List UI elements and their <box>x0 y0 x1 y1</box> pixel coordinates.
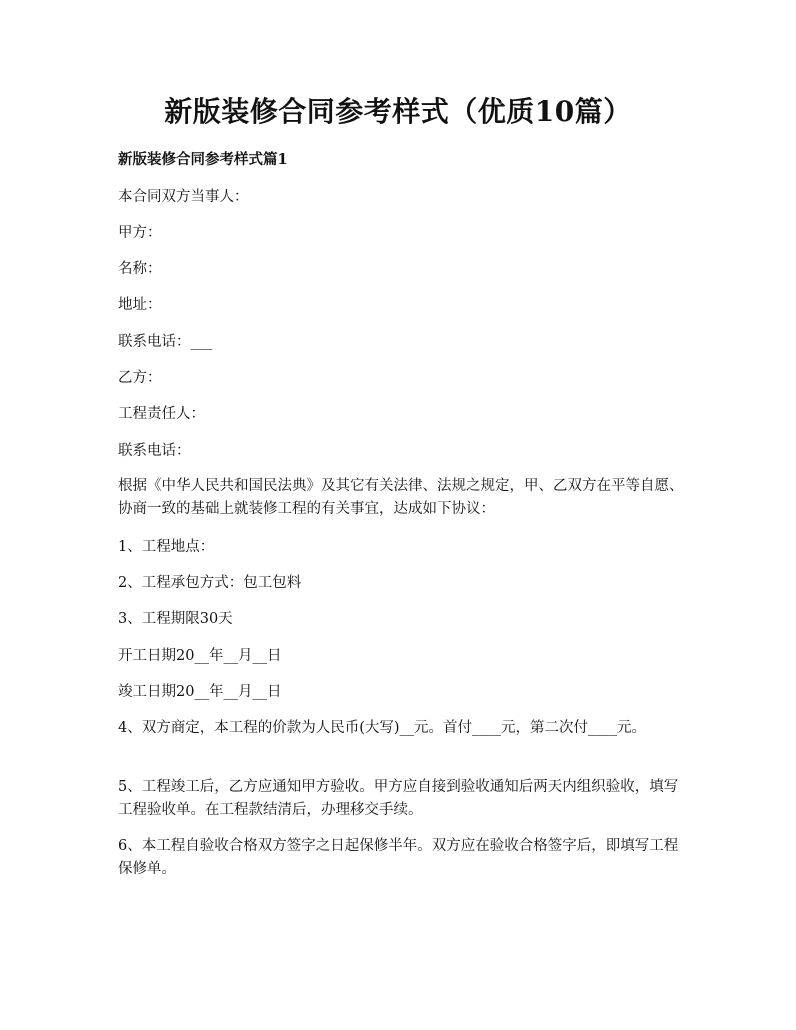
clause-duration: 3、工程期限30天 <box>118 611 233 627</box>
clause-price: 4、双方商定，本工程的价款为人民币(大写)__元。首付____元，第二次付____元。 <box>118 720 647 736</box>
paragraph-phone-b: 联系电话： <box>118 443 191 459</box>
clause-location: 1、工程地点： <box>118 539 215 555</box>
clause-warranty: 6、本工程自验收合格双方签字之日起保修半年。双方应在验收合格签字后，即填写工程保修单。 <box>118 838 679 877</box>
paragraph-party-b: 乙方： <box>118 370 162 386</box>
clause-contract-type: 2、工程承包方式：包工包料 <box>118 575 302 591</box>
paragraph-name: 名称： <box>118 261 162 277</box>
paragraph-party-a: 甲方： <box>118 225 162 241</box>
clause-start-date: 开工日期20__年__月__日 <box>118 648 282 664</box>
section-heading: 新版装修合同参考样式篇1 <box>118 151 288 168</box>
clause-acceptance: 5、工程竣工后，乙方应通知甲方验收。甲方应自接到验收通知后两天内组织验收，填写工程验收单。在工程款结清后，办理移交手续。 <box>118 779 679 818</box>
paragraph-basis: 根据《中华人民共和国民法典》及其它有关法律、法规之规定，甲、乙双方在平等自愿、协商一致的基础上就装修工程的有关事宜，达成如下协议： <box>118 478 684 517</box>
clause-completion-date: 竣工日期20__年__月__日 <box>118 684 282 700</box>
paragraph-engineer: 工程责任人： <box>118 406 205 422</box>
paragraph-parties: 本合同双方当事人： <box>118 189 249 205</box>
document-title: 新版装修合同参考样式（优质10篇） <box>164 95 632 128</box>
paragraph-address: 地址： <box>118 297 162 313</box>
paragraph-phone-a: 联系电话：___ <box>118 334 213 350</box>
